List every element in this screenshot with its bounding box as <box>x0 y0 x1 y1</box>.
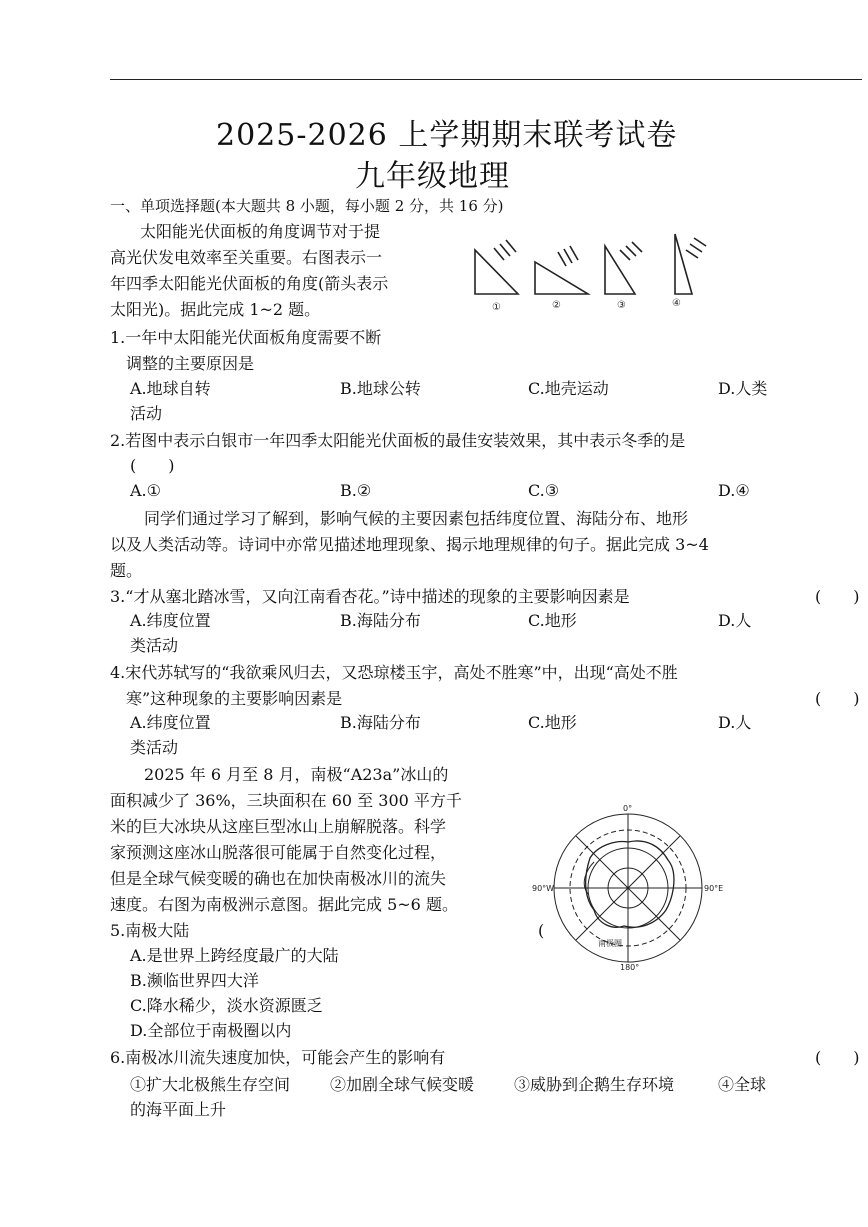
option-c[interactable]: C.③ <box>528 481 560 500</box>
answer-bracket: ( ) <box>130 456 175 475</box>
option-c[interactable]: C.地形 <box>528 611 577 630</box>
question-stem: 5.南极大陆 <box>110 921 190 940</box>
passage-line: 太阳光)。据此完成 1~2 题。 <box>110 300 321 319</box>
passage-line: 年四季太阳能光伏面板的角度(箭头表示 <box>110 274 389 293</box>
subject-title: 九年级地理 <box>355 159 510 194</box>
statement-4: ④全球 <box>718 1075 767 1094</box>
answer-bracket: ( ) <box>815 587 860 606</box>
panel-1 <box>475 240 518 294</box>
passage-line: 速度。右图为南极洲示意图。据此完成 5~6 题。 <box>110 895 458 914</box>
option-c[interactable]: C.地形 <box>528 713 577 732</box>
passage-line: 太阳能光伏面板的角度调节对于提 <box>140 222 381 241</box>
passage-line: 同学们通过学习了解到，影响气候的主要因素包括纬度位置、海陆分布、地形 <box>144 509 689 528</box>
option-b[interactable]: B.海陆分布 <box>340 611 421 630</box>
option-d[interactable]: D.人 <box>718 713 752 732</box>
option-d[interactable]: D.人 <box>718 611 752 630</box>
map-label-180: 180° <box>620 963 640 970</box>
statement-2: ②加剧全球气候变暖 <box>330 1075 475 1094</box>
option-b[interactable]: B.海陆分布 <box>340 713 421 732</box>
option-c[interactable]: C.地壳运动 <box>528 379 609 398</box>
answer-bracket: ( ) <box>815 1048 860 1067</box>
option-a[interactable]: A.是世界上跨经度最广的大陆 <box>130 946 339 965</box>
option-d[interactable]: D.④ <box>718 481 750 500</box>
answer-bracket: ( <box>538 921 545 940</box>
panel-label-2: ② <box>552 300 561 311</box>
question-stem: 4.宋代苏轼写的“我欲乘风归去，又恐琼楼玉宇，高处不胜寒”中，出现“高处不胜 <box>110 663 678 682</box>
panel-3 <box>605 242 642 294</box>
panel-label-3: ③ <box>617 300 626 311</box>
section-heading: 一、单项选择题(本大题共 8 小题，每小题 2 分，共 16 分) <box>110 197 504 215</box>
question-stem: 1.一年中太阳能光伏面板角度需要不断 <box>110 328 382 347</box>
question-stem: 2.若图中表示白银市一年四季太阳能光伏面板的最佳安装效果，其中表示冬季的是 <box>110 431 686 450</box>
option-b[interactable]: B.② <box>340 481 372 500</box>
option-d-wrap: 类活动 <box>130 738 179 757</box>
question-stem: 3.“才从塞北踏冰雪，又向江南看杏花。”诗中描述的现象的主要影响因素是 <box>110 587 630 606</box>
option-a[interactable]: A.纬度位置 <box>130 713 211 732</box>
option-b[interactable]: B.地球公转 <box>340 379 421 398</box>
passage-line: 但是全球气候变暖的确也在加快南极冰川的流失 <box>110 869 447 888</box>
option-a[interactable]: A.地球自转 <box>130 379 211 398</box>
statement-4-wrap: 的海平面上升 <box>130 1100 227 1119</box>
map-label-90w: 90°W <box>532 884 555 893</box>
question-stem: 寒”这种现象的主要影响因素是 <box>126 689 343 708</box>
statement-3: ③威胁到企鹅生存环境 <box>514 1075 675 1094</box>
exam-title: 2025-2026 上学期期末联考试卷 <box>216 118 678 153</box>
panel-4 <box>675 234 706 294</box>
antarctica-map <box>528 800 748 970</box>
answer-bracket: ( ) <box>815 689 860 708</box>
passage-line: 家预测这座冰山脱落很可能属于自然变化过程， <box>110 843 447 862</box>
option-d[interactable]: D.人类 <box>718 379 768 398</box>
option-b[interactable]: B.濒临世界四大洋 <box>130 971 259 990</box>
question-stem: 调整的主要原因是 <box>126 354 255 373</box>
passage-line: 题。 <box>110 561 143 580</box>
passage-line: 高光伏发电效率至关重要。右图表示一 <box>110 248 383 267</box>
option-d[interactable]: D.全部位于南极圈以内 <box>130 1021 292 1040</box>
panel-label-1: ① <box>492 302 501 313</box>
option-a[interactable]: A.① <box>130 481 161 500</box>
option-c[interactable]: C.降水稀少，淡水资源匮乏 <box>130 996 323 1015</box>
header-rule <box>110 79 862 80</box>
statement-1: ①扩大北极熊生存空间 <box>130 1075 291 1094</box>
question-stem: 6.南极冰川流失速度加快，可能会产生的影响有 <box>110 1048 446 1067</box>
map-label-0: 0° <box>623 804 633 813</box>
passage-line: 以及人类活动等。诗词中亦常见描述地理现象、揭示地理规律的句子。据此完成 3~4 <box>110 535 709 554</box>
option-d-wrap: 活动 <box>130 404 163 423</box>
passage-line: 米的巨大冰块从这座巨型冰山上崩解脱落。科学 <box>110 817 447 836</box>
passage-line: 面积减少了 36%，三块面积在 60 至 300 平方千 <box>110 791 462 810</box>
map-label-antarctic-circle: 南极圈 <box>598 939 622 948</box>
map-label-90e: 90°E <box>704 884 724 893</box>
option-d-wrap: 类活动 <box>130 636 179 655</box>
panel-label-4: ④ <box>672 298 681 309</box>
option-a[interactable]: A.纬度位置 <box>130 611 211 630</box>
panel-2 <box>535 246 588 294</box>
solar-panel-figure <box>440 222 720 317</box>
passage-line: 2025 年 6 月至 8 月，南极“A23a”冰山的 <box>144 765 449 784</box>
